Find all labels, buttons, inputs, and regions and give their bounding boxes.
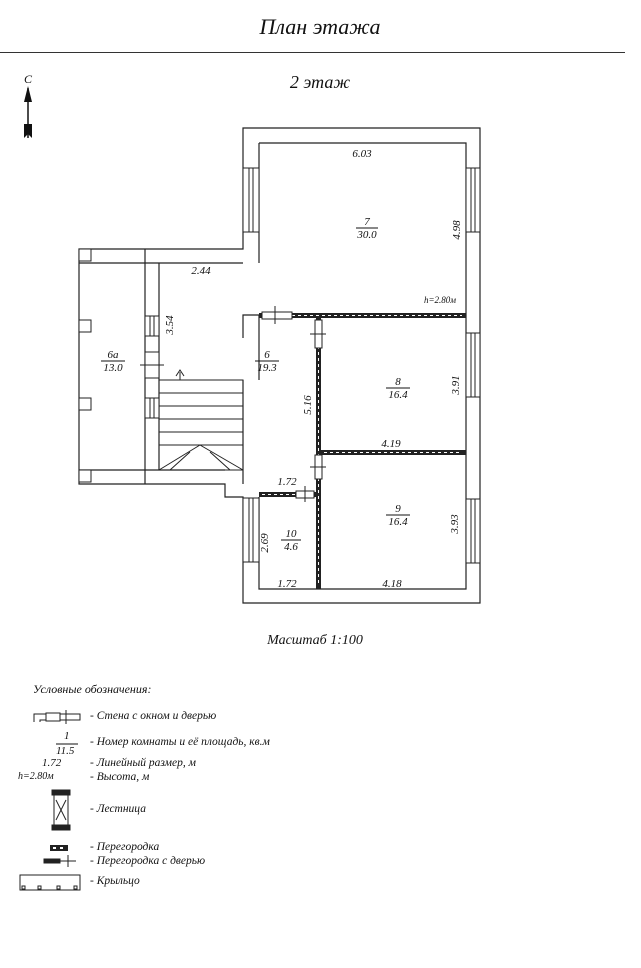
dim-label: 4.18: [382, 578, 402, 590]
legend-partition-door-icon: [44, 855, 76, 867]
legend-porch-icon: [20, 875, 80, 890]
svg-text:30.0: 30.0: [357, 229, 377, 241]
dim-label: 3.54: [164, 315, 176, 335]
legend-item: - Лестница: [90, 803, 146, 815]
door-6a: [140, 352, 164, 378]
svg-text:6а: 6а: [107, 349, 119, 361]
legend-key: 11.5: [56, 745, 75, 757]
svg-text:13.0: 13.0: [103, 362, 123, 374]
dim-label: 2.44: [191, 265, 211, 277]
legend-item: - Номер комнаты и её площадь, кв.м: [90, 736, 270, 748]
dim-label: 4.19: [381, 438, 401, 450]
legend-item: - Стена с окном и дверью: [90, 710, 217, 722]
svg-text:6: 6: [264, 349, 270, 361]
staircase: [159, 370, 243, 470]
outer-walls: [79, 128, 480, 603]
room-label-7: [356, 216, 378, 241]
svg-text:7: 7: [364, 216, 370, 228]
dim-label: 4.98: [451, 220, 463, 240]
legend-key: 1.72: [42, 757, 62, 769]
dim-label: 2.69: [259, 533, 271, 553]
legend-title: Условные обозначения:: [33, 682, 152, 696]
dim-label: 1.72: [277, 578, 297, 590]
legend-item: - Крыльцо: [90, 875, 140, 887]
svg-text:16.4: 16.4: [388, 516, 408, 528]
dim-label: 5.16: [302, 395, 314, 415]
dim-label: 1.72: [277, 476, 297, 488]
porch-posts: [79, 249, 91, 482]
room-label-9: [386, 503, 410, 528]
svg-text:9: 9: [395, 503, 401, 515]
north-arrow-icon: [24, 72, 33, 138]
svg-text:8: 8: [395, 376, 401, 388]
dim-label: 6.03: [352, 148, 372, 160]
svg-text:10: 10: [285, 528, 297, 540]
compass-label: С: [24, 72, 33, 86]
legend-item: - Перегородка с дверью: [90, 855, 206, 867]
legend-key: 1: [64, 730, 70, 742]
legend-stairs-icon: [52, 790, 70, 830]
svg-text:16.4: 16.4: [388, 389, 408, 401]
room-label-8: [386, 376, 410, 401]
dim-label: 3.91: [450, 375, 462, 395]
svg-text:4.6: 4.6: [284, 541, 298, 553]
floor-title: 2 этаж: [289, 72, 351, 92]
legend-wall-icon: [34, 710, 80, 724]
legend-item: - Перегородка: [90, 841, 160, 853]
legend-key: h=2.80м: [18, 771, 54, 782]
legend-item: - Линейный размер, м: [90, 757, 196, 769]
windows: [145, 168, 480, 563]
svg-text:19.3: 19.3: [257, 362, 277, 374]
legend-partition-icon: [50, 845, 68, 851]
scale-label: Масштаб 1:100: [267, 633, 363, 648]
room-label-10: [281, 528, 301, 553]
height-label: h=2.80м: [423, 295, 457, 305]
dim-label: 3.93: [449, 514, 461, 534]
legend-item: - Высота, м: [90, 771, 150, 783]
room-label-6a: [101, 349, 125, 374]
page-title: План этажа: [259, 14, 381, 39]
